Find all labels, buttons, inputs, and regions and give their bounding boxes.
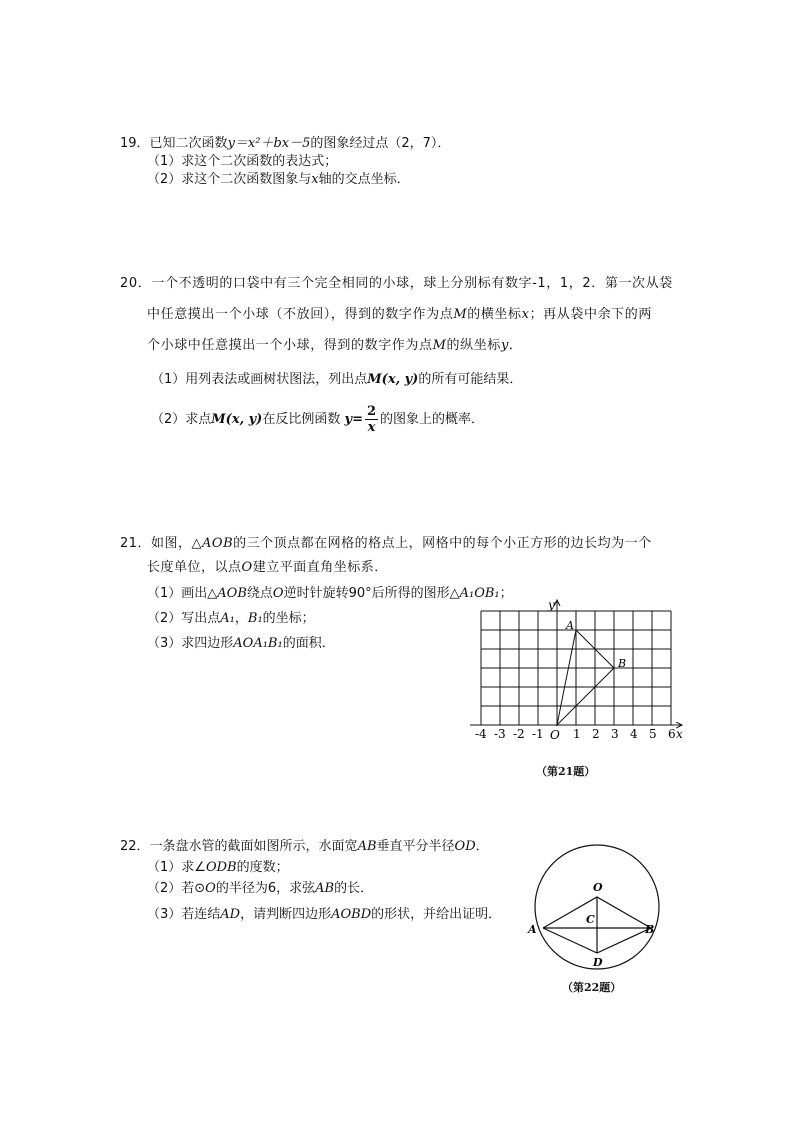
x-tick-labels — [475, 727, 676, 741]
q20-part2: （2）求点M(x, y)在反比例函数 y= $\frac{2}{x}$ 的图象上的概率． — [151, 404, 485, 435]
q20-line2: 中任意摸出一个小球（不放回），得到的数字作为点M的横坐标x；再从袋中余下的两 — [147, 307, 652, 322]
q20-part1: （1）用列表法或画树状图法，列出点M(x, y)的所有可能结果． — [151, 372, 523, 387]
x-tick-label: -4 — [475, 727, 487, 741]
grid-lines — [481, 611, 671, 725]
q19-number: 19． — [120, 136, 150, 151]
q19-stem-a: 已知二次函数 — [149, 136, 228, 151]
x-tick-label: 4 — [630, 727, 638, 741]
q21-part3: （3）求四边形AOA₁B₁的面积． — [147, 636, 335, 651]
point-A-label: A — [566, 619, 574, 632]
q21-figure-caption: （第21题） — [536, 765, 596, 778]
x-tick-label: -3 — [494, 727, 506, 741]
x-tick-label: 2 — [592, 727, 600, 741]
q20-line1: 20．一个不透明的口袋中有三个完全相同的小球，球上分别标有数字-1，1，2．第一次从袋 — [120, 276, 673, 291]
q20-line3: 个小球中任意摸出一个小球，得到的数字作为点M的纵坐标y． — [147, 338, 523, 353]
q21-coordinate-grid — [470, 596, 710, 746]
q20-number: 20． — [120, 276, 152, 291]
q22-circle-figure — [530, 840, 670, 980]
x-tick-label: 1 — [573, 727, 581, 741]
q22-figure-caption: （第22题） — [562, 981, 622, 994]
label-C: C — [586, 913, 595, 926]
x-tick-label: 6 — [668, 727, 676, 741]
q21-part1: （1）画出△AOB绕点O逆时针旋转90°后所得的图形△A₁OB₁； — [147, 586, 513, 601]
q19-stem — [120, 137, 450, 150]
x-tick-label: 3 — [611, 727, 619, 741]
x-tick-label: -2 — [513, 727, 525, 741]
y-axis-label: y — [548, 598, 555, 612]
origin-label: O — [550, 728, 560, 742]
q19-formula: y＝x²＋bx－5 — [227, 136, 311, 151]
q21-number: 21． — [120, 536, 152, 551]
q21-part2: （2）写出点A₁，B₁的坐标； — [147, 611, 315, 626]
q22-part2: （2）若⊙O的半径为6，求弦AB的长． — [147, 881, 374, 896]
x-tick-label: -1 — [532, 727, 544, 741]
x-axis-label: x — [676, 727, 683, 741]
q19-stem-b: 的图象经过点（2，7）． — [310, 136, 451, 151]
label-B: B — [645, 923, 655, 936]
q22-line1: 22．一条盘水管的截面如图所示，水面宽AB垂直平分半径OD． — [120, 839, 489, 854]
q21-line2: 长度单位，以点O建立平面直角坐标系． — [147, 560, 388, 575]
q22-part3: （3）若连结AD，请判断四边形AOBD的形状，并给出证明． — [147, 907, 502, 922]
q22-number: 22． — [120, 839, 150, 854]
q20-point-M: M(x, y) — [367, 372, 419, 387]
label-A: A — [528, 923, 537, 936]
q19-part1: （1）求这个二次函数的表达式； — [147, 154, 338, 169]
x-tick-label: 5 — [649, 727, 657, 741]
triangle-AOB — [557, 630, 614, 725]
q21-line1: 21．如图，△AOB的三个顶点都在网格的格点上，网格中的每个小正方形的边长均为一个 — [120, 536, 652, 551]
label-D: D — [593, 956, 603, 969]
q19-part2: （2）求这个二次函数图象与x轴的交点坐标． — [147, 172, 410, 187]
q22-part1: （1）求∠ODB的度数； — [147, 860, 289, 875]
fraction-2-over-x: $\frac{2}{x}$ — [366, 404, 377, 435]
label-O: O — [593, 881, 603, 894]
point-B-label: B — [618, 657, 627, 670]
